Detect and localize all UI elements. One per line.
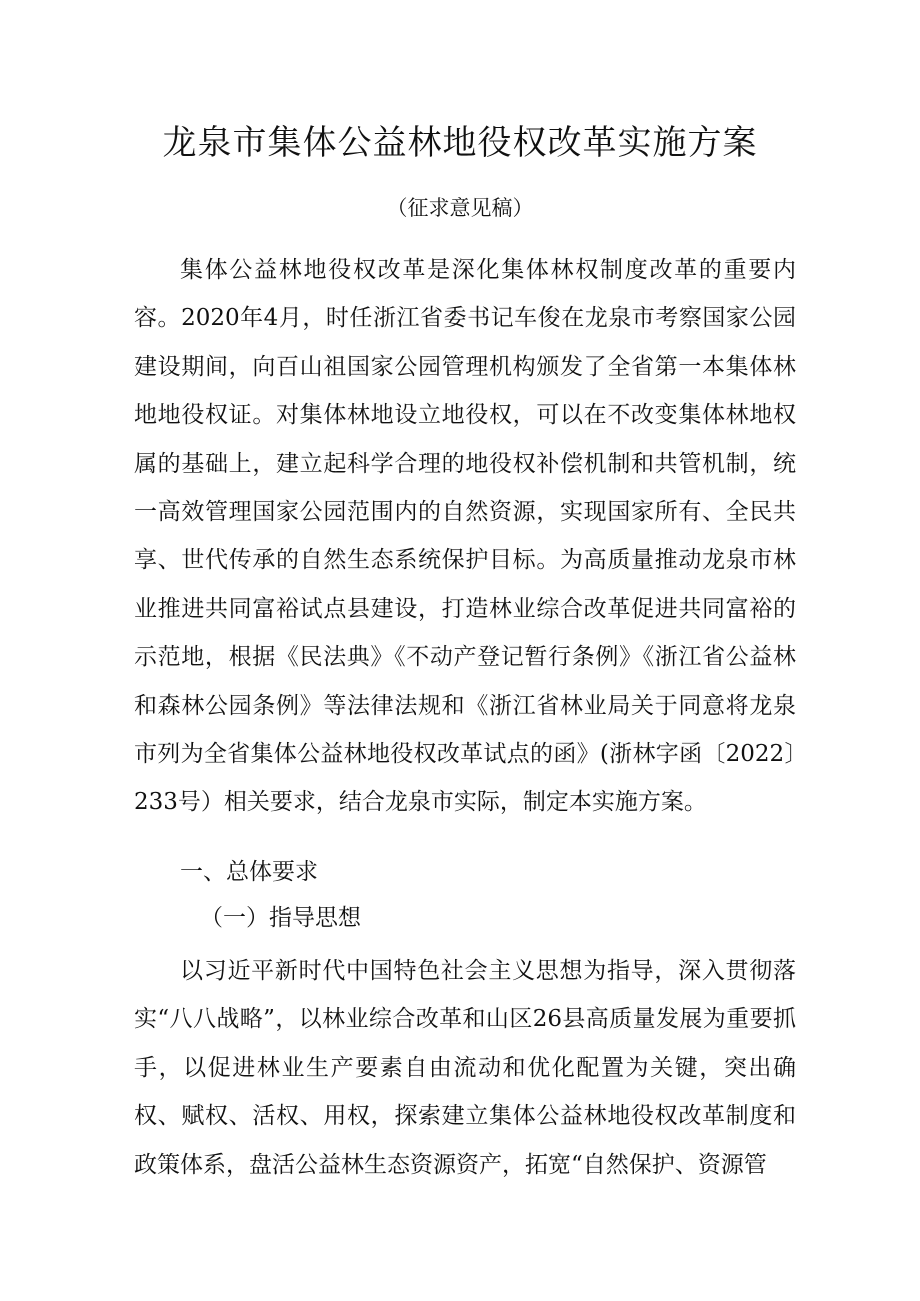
document-subtitle: （征求意见稿） (386, 196, 534, 220)
section-heading: 一、总体要求 (180, 859, 318, 885)
document-title: 龙泉市集体公益林地役权改革实施方案 (162, 123, 758, 163)
guiding-ideology-paragraph: 以习近平新时代中国特色社会主义思想为指导，深入贯彻落实“八八战略”，以林业综合改革和山区26县高质量发展为重要抓手，以促进林业生产要素自由流动和优化配置为关键，突出确权、赋权、活权、用权，探索建立集体公益林地役权改革制度和政策体系，盘活公益林生态资源资产，拓宽“自然保护、资源管 (134, 958, 796, 1178)
intro-paragraph: 集体公益林地役权改革是深化集体林权制度改革的重要内容。2020年4月，时任浙江省委书记车俊在龙泉市考察国家公园建设期间，向百山祖国家公园管理机构颁发了全省第一本集体林地地役权证。对集体林地设立地役权，可以在不改变集体林地权属的基础上，建立起科学合理的地役权补偿机制和共管机制，统一高效管理国家公园范围内的自然资源，实现国家所有、全民共享、世代传承的自然生态系统保护目标。为高质量推动龙泉市林业推进共同富裕试点县建设，打造林业综合改革促进共同富裕的示范地，根据《民法典》《不动产登记暂行条例》《浙江省公益林和森林公园条例》等法律法规和《浙江省林业局关于同意将龙泉市列为全省集体公益林地役权改革试点的函》(浙林字函〔2022〕233号）相关要求，结合龙泉市实际，制定本实施方案。 (134, 257, 796, 816)
subsection-heading: （一）指导思想 (200, 905, 361, 931)
